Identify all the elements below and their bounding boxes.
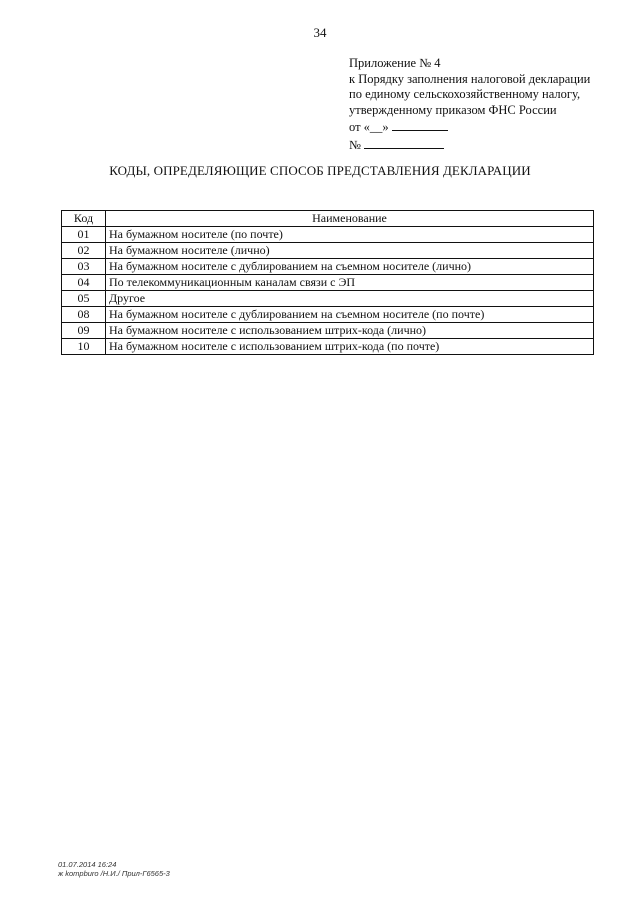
table-row [62,275,594,291]
appendix-block [349,56,590,153]
page-number: 34 [313,25,327,40]
document-title: КОДЫ, ОПРЕДЕЛЯЮЩИЕ СПОСОБ ПРЕДСТАВЛЕНИЯ ДЕКЛАРАЦИИ [109,163,531,178]
header-name: Наименование [106,211,594,227]
row-code: 10 [62,339,106,355]
footer-stamp [58,860,170,878]
row-code: 03 [62,259,106,275]
table-row [62,339,594,355]
number-label: № [349,137,361,152]
row-code: 01 [62,227,106,243]
appendix-number-line [349,136,590,154]
appendix-title: Приложение № 4 [349,56,441,70]
table-header-row [62,211,594,227]
table-row [62,307,594,323]
appendix-tax-name: по единому сельскохозяйственному налогу, [349,87,581,101]
row-name: По телекоммуникационным каналам связи с ЭП [106,275,594,291]
codes-table [61,210,594,355]
footer-timestamp: 01.07.2014 16:24 [58,860,117,869]
row-code: 02 [62,243,106,259]
table-row [62,243,594,259]
row-name: На бумажном носителе (по почте) [106,227,594,243]
footer-file-reference: ж kompburo /Н.И./ Прил-Г6565-3 [58,869,170,878]
header-code: Код [62,211,106,227]
row-name: На бумажном носителе (лично) [106,243,594,259]
table-row [62,291,594,307]
row-code: 04 [62,275,106,291]
appendix-date-line [349,118,590,136]
number-blank-line [364,136,444,149]
row-name: На бумажном носителе с дублированием на съемном носителе (лично) [106,259,594,275]
row-name: На бумажном носителе с дублированием на съемном носителе (по почте) [106,307,594,323]
table-row [62,259,594,275]
appendix-reference: к Порядку заполнения налоговой декларации [349,71,591,86]
table-row [62,227,594,243]
row-code: 09 [62,323,106,339]
date-label: от «__» [349,120,389,134]
row-code: 08 [62,307,106,323]
appendix-approval: утвержденному приказом ФНС России [349,102,557,117]
row-name: На бумажном носителе с использованием штрих-кода (лично) [106,323,594,339]
row-name: На бумажном носителе с использованием штрих-кода (по почте) [106,339,594,355]
date-blank-line [392,118,448,131]
table-row [62,323,594,339]
row-name: Другое [106,291,594,307]
row-code: 05 [62,291,106,307]
